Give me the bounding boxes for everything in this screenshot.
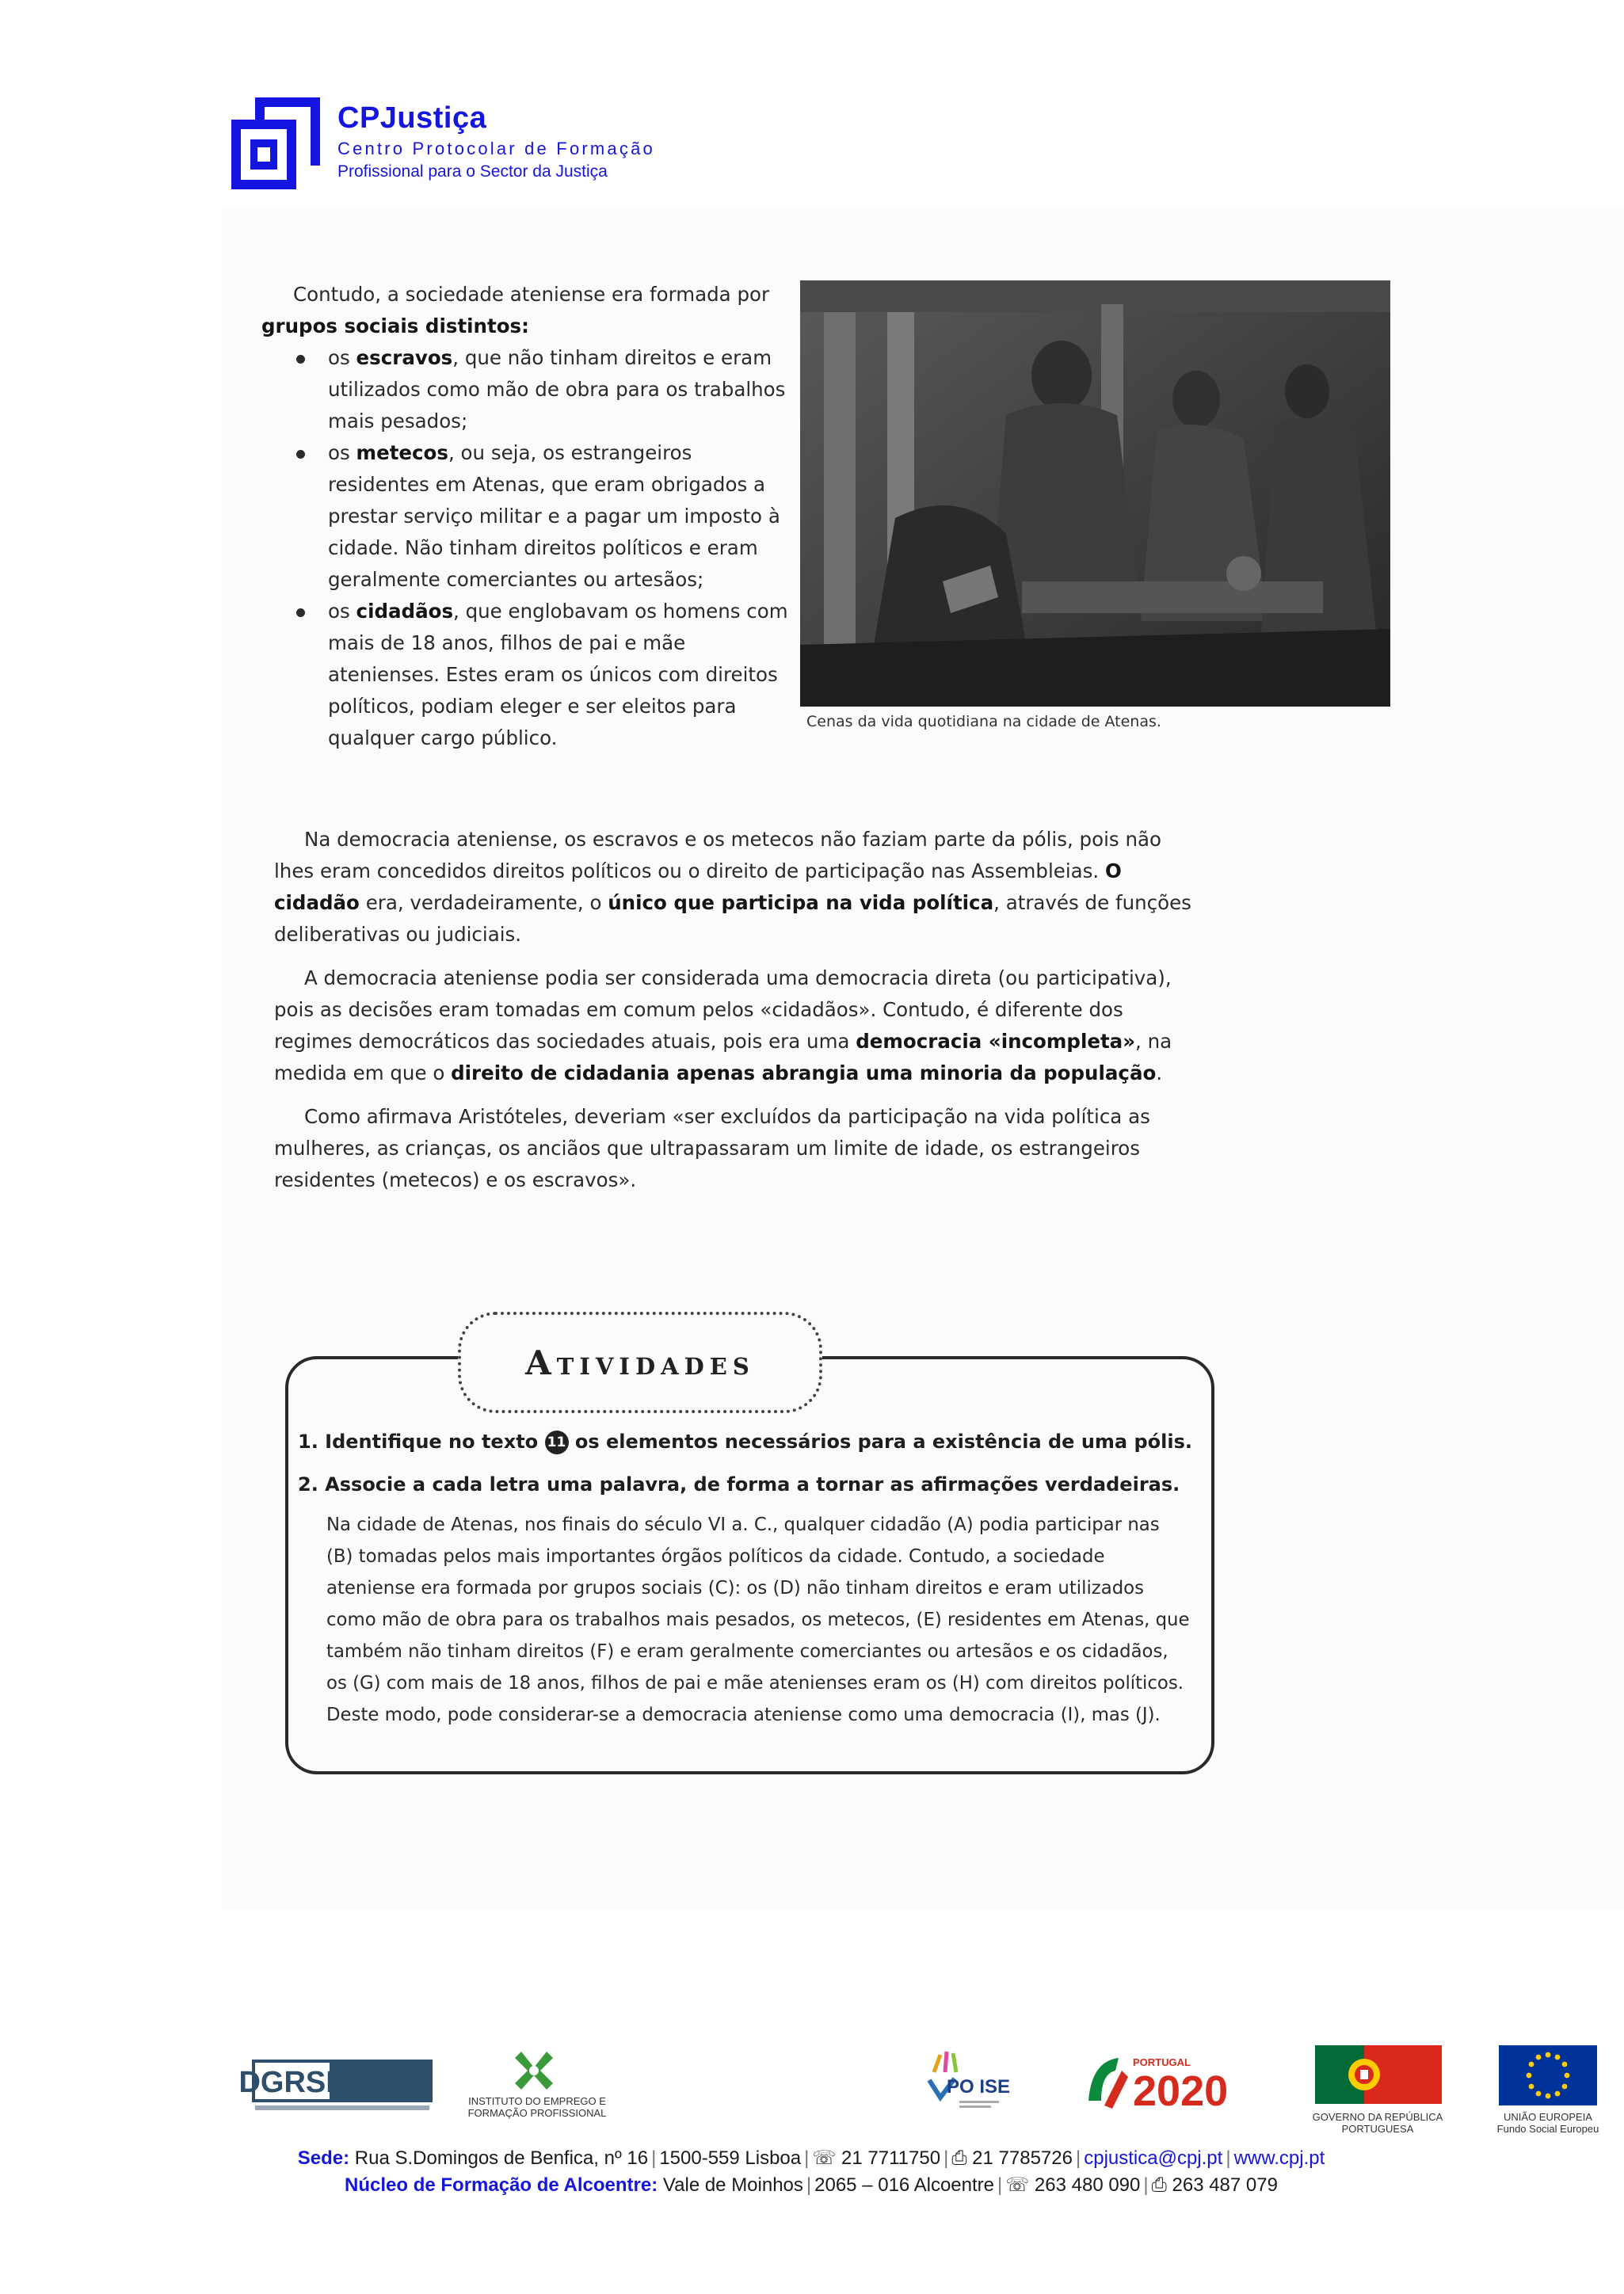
ue-caption-1: UNIÃO EUROPEIA — [1504, 2111, 1592, 2123]
uniao-europeia-logo — [1483, 2044, 1613, 2135]
paragraph-direct-democracy — [274, 962, 1193, 1089]
p1-bold-d: único que participa na vida política — [608, 891, 994, 914]
p2020-text: 2020 — [1133, 2067, 1229, 2115]
sede-fax: ⎙ 21 7785726 — [951, 2147, 1073, 2169]
paragraph-aristotle: Como afirmava Aristóteles, deveriam «ser excluídos da participação na vida política as mulheres, as crianças, os anciãos que ultrapassaram um limite de idade, os estrangeiros residentes (metecos) e os escravos». — [274, 1105, 1150, 1191]
p2-text-e: . — [1156, 1061, 1163, 1084]
sede-address: Rua S.Domingos de Benfica, nº 16 — [354, 2147, 649, 2169]
poise-logo-icon — [923, 2048, 1018, 2117]
poise-text: PO ISE — [946, 2076, 1011, 2098]
sede-label: Sede: — [297, 2147, 350, 2169]
bullet-pre: os — [328, 441, 356, 464]
nucleo-phone: ☏ 263 480 090 — [1005, 2174, 1141, 2196]
iefp-logo-icon — [458, 2047, 616, 2091]
intro-lead — [261, 279, 792, 342]
question-2-conclusion: Deste modo, pode considerar-se a democracia ateniense como uma democracia (I), mas (J). — [326, 1705, 1161, 1725]
athens-scene-image — [800, 280, 1390, 707]
intro-lead-text: Contudo, a sociedade ateniense era formada por — [293, 283, 770, 306]
athens-scene-illustration — [800, 280, 1390, 707]
bullet-term: metecos — [356, 441, 448, 464]
brand-subtitle-1: Centro Protocolar de Formação — [337, 139, 655, 158]
governo-portugal-logo — [1304, 2044, 1451, 2135]
bullet-pre: os — [328, 600, 356, 623]
nucleo-label: Núcleo de Formação de Alcoentre — [345, 2174, 652, 2196]
cpjustica-logo-icon — [231, 97, 320, 189]
dgrsp-text: DGRSP — [238, 2066, 346, 2099]
list-item — [328, 342, 792, 437]
ue-caption-2: Fundo Social Europeu — [1496, 2123, 1599, 2135]
activities-title: Atividades — [525, 1343, 755, 1382]
bullet-term: escravos — [356, 346, 453, 369]
bullet-pre: os — [328, 346, 356, 369]
brand-subtitle-2: Profissional para o Sector da Justiça — [337, 162, 608, 181]
footer-sede: Sede: Rua S.Domingos de Benfica, nº 16 | 1500-559 Lisboa | ☏ 21 7711750 | ⎙ 21 7785726 | cpjustica@cpj.pt | www.cpj.pt — [297, 2147, 1325, 2169]
p1-text-a: Na democracia ateniense, os escravos e os metecos não faziam parte da pólis, pois não lhes eram concedidos direitos políticos ou o direito de participação nas Assembleias. — [274, 828, 1161, 882]
brand-name: CPJustiça — [337, 101, 487, 135]
eu-flag-icon — [1483, 2044, 1613, 2107]
bullet-text: , ou seja, os estrangeiros residentes em Atenas, que eram obrigados a prestar serviço militar e a pagar um imposto à cidade. Não tinham direitos políticos e eram geralmente comerciantes ou artesãos; — [328, 441, 780, 591]
bullet-text: , que não tinham direitos e eram utilizados como mão de obra para os trabalhos mais pesados; — [328, 346, 786, 433]
poise-logo — [923, 2048, 1018, 2117]
sede-postal: 1500-559 Lisboa — [659, 2147, 802, 2169]
iefp-logo — [458, 2047, 616, 2126]
portugal-text: PORTUGAL — [1133, 2056, 1191, 2068]
brand-block — [337, 101, 655, 181]
p1-text-e: , através de funções deliberativas ou judiciais. — [274, 891, 1191, 946]
intro-section — [261, 279, 792, 754]
portugal-2020-logo-icon — [1084, 2053, 1266, 2115]
portugal-2020-logo — [1084, 2053, 1266, 2115]
text-reference-badge: 11 — [545, 1431, 569, 1454]
iefp-caption: INSTITUTO DO EMPREGO E FORMAÇÃO PROFISSIONAL — [467, 2095, 607, 2119]
list-item — [328, 437, 792, 596]
paragraph-democracy — [274, 824, 1193, 951]
list-item — [328, 596, 792, 754]
question-2-passage: Na cidade de Atenas, nos finais do século VI a. C., qualquer cidadão (A) podia participar nas (B) tomadas pelos mais importantes órgãos políticos da cidade. Contudo, a sociedade ateniense era formada por grupos sociais (C): os (D) não tinham direitos e eram utilizados como mão de obra para os trabalhos mais pesados, os metecos, (E) residentes em Atenas, que também não tinham direitos (F) e eram geralmente comerciantes ou artesãos e os cidadãos, os (G) com mais de 18 anos, filhos de pai e mãe atenienses eram os (H) com direitos políticos. — [326, 1515, 1190, 1694]
header — [231, 95, 786, 198]
website-link[interactable]: www.cpj.pt — [1233, 2147, 1325, 2169]
question-2: 2. Associe a cada letra uma palavra, de forma a tornar as afirmações verdadeiras. — [298, 1473, 1180, 1496]
dgrsp-logo — [238, 2060, 433, 2117]
activities-title-frame — [458, 1312, 822, 1413]
intro-lead-bold: grupos sociais distintos: — [261, 314, 529, 337]
p2-text-a: A democracia ateniense podia ser considerada uma democracia direta (ou participativa), pois as decisões eram tomadas em comum pelos «cidadãos». Contudo, é diferente dos regimes democráticos das sociedades atuais, pois era uma — [274, 966, 1172, 1053]
nucleo-address: Vale de Moinhos — [662, 2174, 803, 2196]
email-link[interactable]: cpjustica@cpj.pt — [1084, 2147, 1223, 2169]
bullet-text: , que englobavam os homens com mais de 18 anos, filhos de pai e mãe atenienses. Estes eram os únicos com direitos políticos, podiam eleger e ser eleitos para qualquer cargo público. — [328, 600, 788, 749]
footer-nucleo: Núcleo de Formação de Alcoentre: Vale de Moinhos | 2065 – 016 Alcoentre | ☏ 263 480 090 | ⎙ 263 487 079 — [345, 2174, 1278, 2196]
p2-text-c: , na medida em que o — [274, 1030, 1172, 1084]
nucleo-fax: ⎙ 263 487 079 — [1151, 2174, 1278, 2196]
image-caption: Cenas da vida quotidiana na cidade de Atenas. — [806, 713, 1161, 730]
question-1-text-b: os elementos necessários para a existência de uma pólis. — [568, 1431, 1192, 1453]
governo-caption: GOVERNO DA REPÚBLICA PORTUGUESA — [1312, 2111, 1443, 2135]
p2-bold-b: democracia «incompleta» — [856, 1030, 1136, 1053]
p1-text-c: era, verdadeiramente, o — [359, 891, 608, 914]
sede-phone: ☏ 21 7711750 — [812, 2147, 941, 2169]
portugal-flag-icon — [1304, 2044, 1451, 2107]
question-1 — [298, 1431, 1193, 1454]
p2-bold-d: direito de cidadania apenas abrangia uma minoria da população — [451, 1061, 1157, 1084]
bullet-term: cidadãos — [356, 600, 454, 623]
dgrsp-logo-icon — [238, 2060, 433, 2117]
p1-bold-b: O cidadão — [274, 859, 1122, 914]
question-1-text-a: 1. Identifique no texto — [298, 1431, 545, 1453]
nucleo-postal: 2065 – 016 Alcoentre — [814, 2174, 994, 2196]
social-groups-list — [261, 342, 792, 754]
